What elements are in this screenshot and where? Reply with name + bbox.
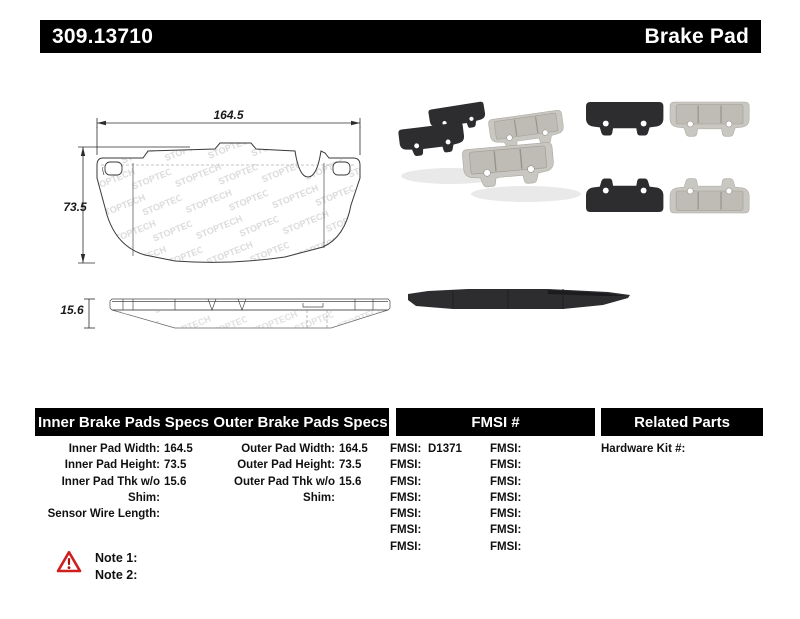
note-1-label: Note 1: <box>95 551 138 565</box>
spec-row <box>203 474 368 507</box>
spec-value: 15.6 <box>339 475 362 488</box>
product-name: Brake Pad <box>644 24 749 48</box>
related-parts-header-bar <box>601 408 763 436</box>
spec-label: Outer Pad Width: <box>241 443 335 455</box>
fmsi-title: FMSI # <box>471 413 520 431</box>
spec-value: 73.5 <box>339 459 362 472</box>
related-part-label: Hardware Kit #: <box>601 443 686 455</box>
front-view-drawing <box>55 105 395 270</box>
fmsi-row <box>390 474 590 490</box>
spec-label: Sensor Wire Length: <box>47 508 160 521</box>
pads-specs-header-bar <box>35 408 389 436</box>
spec-value: 164.5 <box>339 443 368 455</box>
outer-specs-table <box>203 441 368 506</box>
brake-pad-side-photo <box>398 284 648 318</box>
fmsi-label: FMSI: <box>390 443 422 455</box>
related-parts-table <box>601 441 689 457</box>
height-dimension-label: 73.5 <box>63 200 87 214</box>
fmsi-label: FMSI: <box>390 475 422 488</box>
fmsi-label: FMSI: <box>390 524 422 537</box>
spec-row <box>28 474 193 507</box>
spec-row <box>203 457 368 473</box>
note-2-label: Note 2: <box>95 568 138 582</box>
note-2 <box>95 568 137 582</box>
spec-value: 15.6 <box>164 475 187 488</box>
spec-label: Inner Pad Thk w/o Shim: <box>61 475 160 504</box>
fmsi-label: FMSI: <box>490 491 522 504</box>
spec-row <box>28 441 193 457</box>
inner-specs-table <box>28 441 193 522</box>
part-number: 309.13710 <box>52 24 154 48</box>
note-1 <box>95 551 137 565</box>
side-view-drawing <box>55 283 395 335</box>
fmsi-row <box>390 490 590 506</box>
width-dimension-label: 164.5 <box>213 108 244 122</box>
spec-label: Inner Pad Width: <box>68 443 160 455</box>
fmsi-row <box>390 441 590 457</box>
brake-pads-flat-photo <box>578 96 773 221</box>
fmsi-label: FMSI: <box>390 508 422 521</box>
spec-row <box>28 506 193 522</box>
spec-row <box>28 457 193 473</box>
spec-label: Outer Pad Height: <box>237 459 335 472</box>
spec-row <box>601 441 689 457</box>
outer-specs-title: Outer Brake Pads Specs <box>213 413 388 431</box>
fmsi-label: FMSI: <box>390 459 422 472</box>
fmsi-label: FMSI: <box>390 540 422 553</box>
spec-label: Outer Pad Thk w/o Shim: <box>234 475 335 504</box>
inner-specs-title: Inner Brake Pads Specs <box>38 413 209 431</box>
related-parts-title: Related Parts <box>634 413 730 431</box>
fmsi-label: FMSI: <box>490 475 522 488</box>
fmsi-row <box>390 522 590 538</box>
fmsi-value: D1371 <box>428 443 462 455</box>
fmsi-row <box>390 539 590 555</box>
spec-row <box>203 441 368 457</box>
brake-pads-perspective-photo <box>396 96 591 206</box>
fmsi-header-bar <box>396 408 595 436</box>
fmsi-label: FMSI: <box>490 540 522 553</box>
warning-triangle-icon <box>56 550 82 574</box>
spec-value: 164.5 <box>164 443 193 455</box>
thickness-dimension-label: 15.6 <box>60 303 84 317</box>
fmsi-label: FMSI: <box>490 443 522 455</box>
fmsi-label: FMSI: <box>490 524 522 537</box>
fmsi-row <box>390 457 590 473</box>
fmsi-label: FMSI: <box>490 508 522 521</box>
spec-label: Inner Pad Height: <box>64 459 160 472</box>
brake-pad-outline <box>97 143 360 262</box>
spec-value: 73.5 <box>164 459 187 472</box>
title-bar <box>40 20 761 53</box>
fmsi-table <box>390 441 590 555</box>
fmsi-label: FMSI: <box>390 491 422 504</box>
fmsi-row <box>390 506 590 522</box>
fmsi-label: FMSI: <box>490 459 522 472</box>
